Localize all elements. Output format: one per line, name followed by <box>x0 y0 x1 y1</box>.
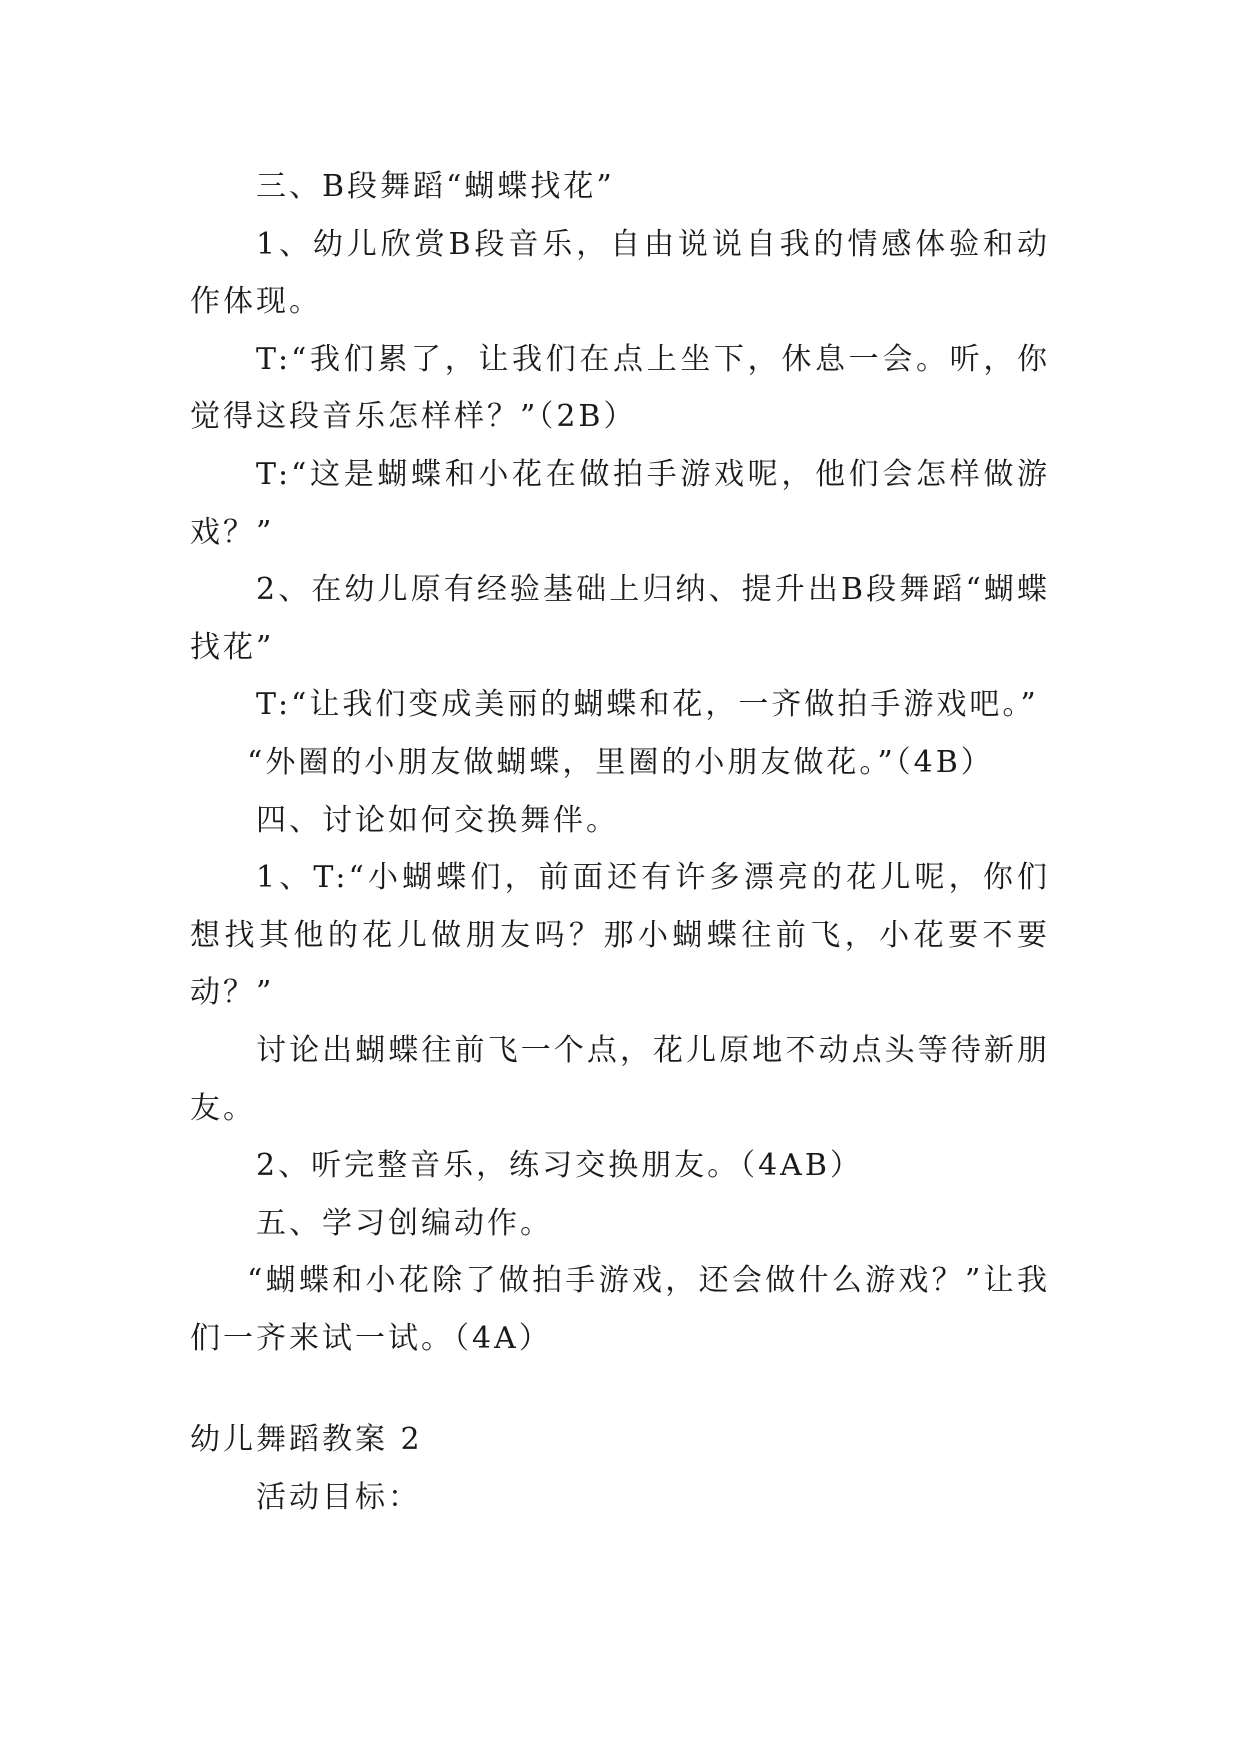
paragraph-step-1: 1、幼儿欣赏B段音乐，自由说说自我的情感体验和动作体现。 <box>190 226 1050 320</box>
paragraph-teacher-quote-1: T:“我们累了，让我们在点上坐下，休息一会。听，你觉得这段音乐怎样样？”（2B） <box>190 341 1050 435</box>
paragraph-quote-outer-circle: “外圈的小朋友做蝴蝶，里圈的小朋友做花。”（4B） <box>247 744 994 780</box>
document-body <box>190 158 1050 1527</box>
paragraph-teacher-quote-3: T:“让我们变成美丽的蝴蝶和花，一齐做拍手游戏吧。” <box>256 687 1039 723</box>
paragraph-discussion-result: 讨论出蝴蝶往前飞一个点，花儿原地不动点头等待新朋友。 <box>190 1032 1050 1126</box>
heading-activity-goals: 活动目标： <box>256 1480 421 1516</box>
heading-section-three: 三、B段舞蹈“蝴蝶找花” <box>256 169 615 204</box>
heading-section-four: 四、讨论如何交换舞伴。 <box>256 802 619 838</box>
heading-section-five: 五、学习创编动作。 <box>256 1205 553 1241</box>
paragraph-step-1-discussion: 1、T:“小蝴蝶们，前面还有许多漂亮的花儿呢，你们想找其他的花儿做朋友吗？那小蝴蝶往前飞，小花要不要动？” <box>190 860 1050 1011</box>
paragraph-teacher-quote-2: T:“这是蝴蝶和小花在做拍手游戏呢，他们会怎样做游戏？” <box>190 456 1050 550</box>
paragraph-creative-movement: “蝴蝶和小花除了做拍手游戏，还会做什么游戏？”让我们一齐来试一试。（4A） <box>190 1263 1050 1356</box>
paragraph-step-2: 2、在幼儿原有经验基础上归纳、提升出B段舞蹈“蝴蝶找花” <box>190 572 1050 665</box>
paragraph-step-2-practice: 2、听完整音乐，练习交换朋友。（4AB） <box>256 1148 863 1184</box>
lesson-plan-title: 幼儿舞蹈教案 2 <box>190 1422 423 1458</box>
